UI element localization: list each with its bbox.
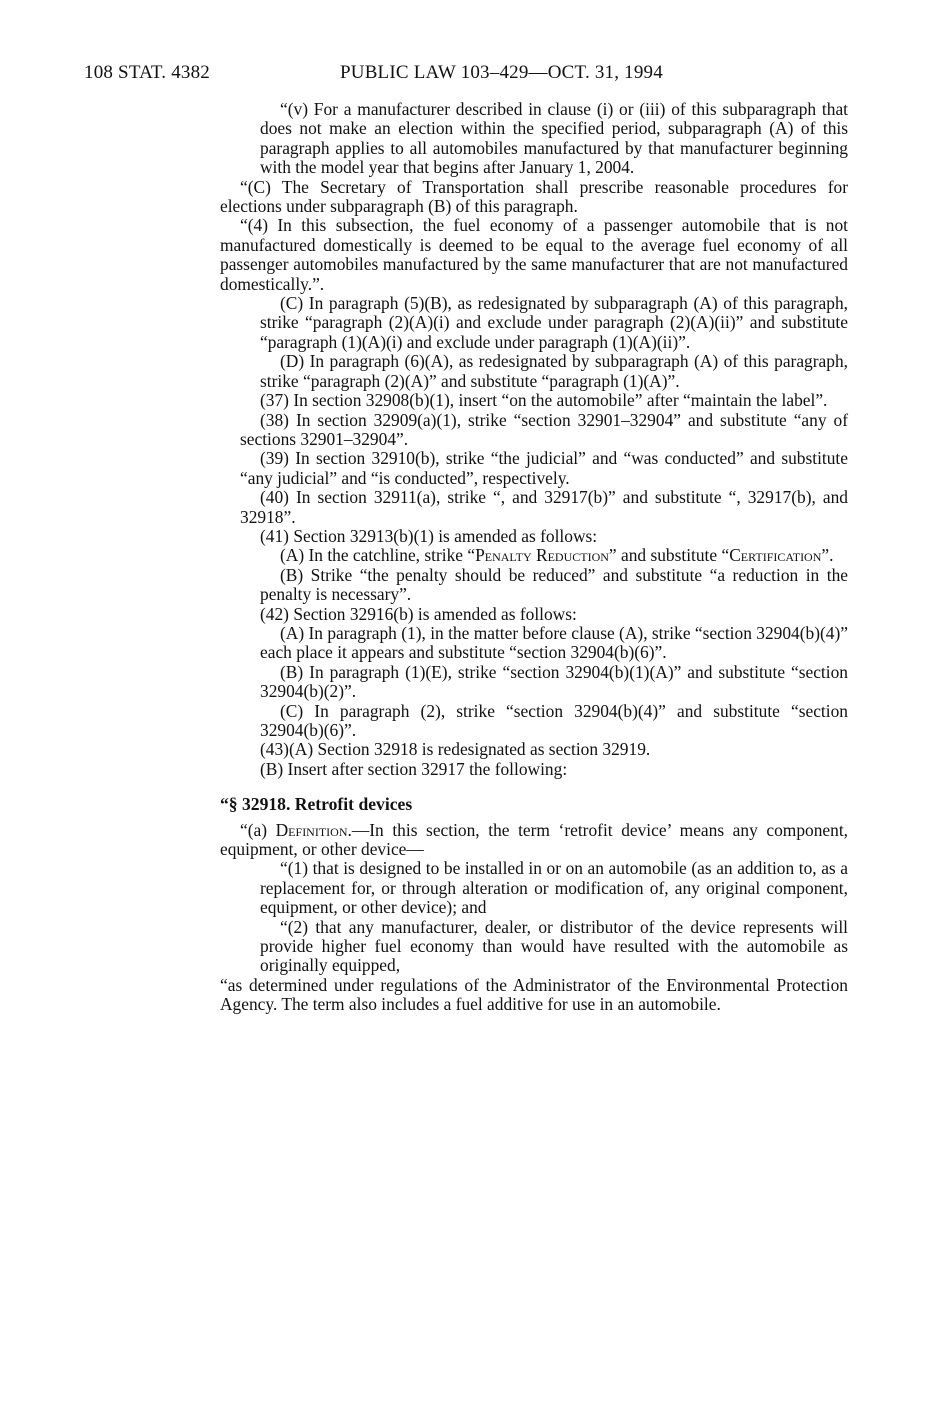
section-heading: “§ 32918. Retrofit devices [220,794,413,815]
paragraph-41-a: (A) In the catchline, strike “Penalty Reduction” and substitute “Certification”. [280,545,834,566]
definition-item-2: “(2) that any manufacturer, dealer, or distributor of the device represents will provide higher fuel economy than would have resulted with the automobile as originally equipped, [260,916,848,976]
paragraph-43-a: (43)(A) Section 32918 is redesignated as section 32919. [260,739,651,760]
paragraph-42-a: (A) In paragraph (1), in the matter before clause (A), strike “section 32904(b)(4)” each place it appears and substitute “section 32904(b)(6)”. [260,622,848,663]
paragraph-39: (39) In section 32910(b), strike “the judicial” and “was conducted” and substitute “any judicial” and “is conducted”, respectively. [240,448,848,488]
paragraph-40: (40) In section 32911(a), strike “, and 32917(b)” and substitute “, 32917(b), and 32918”. [240,487,848,527]
paragraph-42-c: (C) In paragraph (2), strike “section 32904(b)(4)” and substitute “section 32904(b)(6)”. [260,700,848,740]
paragraph-42-b: (B) In paragraph (1)(E), strike “section 32904(b)(1)(A)” and substitute “section 32904(b)(2)”. [260,661,848,702]
paragraph-4: “(4) In this subsection, the fuel economy of a passenger automobile that is not manufactured domestically is deemed to be equal to the average fuel economy of all passenger automobiles manufactured by the same manufacturer that are not manufactured domestically.”. [220,215,848,294]
definition-item-1: “(1) that is designed to be installed in or on an automobile (as an addition to, as a replacement for, or through alteration or modification of, any original component, equipment, or other device); and [260,858,848,918]
page-header [84,62,888,92]
paragraph-43-b: (B) Insert after section 32917 the following: [260,758,568,779]
paragraph-37: (37) In section 32908(b)(1), insert “on the automobile” after “maintain the label”. [260,390,828,411]
paragraph-c-5b: (C) In paragraph (5)(B), as redesignated by subparagraph (A) of this paragraph, strike “paragraph (2)(A)(i) and exclude under paragraph (2)(A)(ii)” and substitute “paragraph (1)(A)(i) and exclude under paragraph (1)(A)(ii)”. [260,293,848,352]
paragraph-42: (42) Section 32916(b) is amended as follows: [260,603,577,624]
paragraph-v: “(v) For a manufacturer described in clause (i) or (iii) of this subparagraph that does not make an election within the specified period, subparagraph (A) of this paragraph applies to all automobiles manufactured by that manufacturer beginning with the model year that begins after January 1, 2004. [260,99,848,178]
paragraph-c-secretary: “(C) The Secretary of Transportation shall prescribe reasonable procedures for elections under subparagraph (B) of this paragraph. [220,176,848,217]
statute-page-number: 108 STAT. 4382 [84,62,211,83]
paragraph-38: (38) In section 32909(a)(1), strike “section 32901–32904” and substitute “any of sections 32901–32904”. [240,409,848,449]
document-body [220,100,848,1015]
paragraph-d-6a: (D) In paragraph (6)(A), as redesignated by subparagraph (A) of this paragraph, strike “paragraph (2)(A)” and substitute “paragraph (1)(A)”. [260,351,848,391]
definition-closing: “as determined under regulations of the Administrator of the Environmental Protection Agency. The term also includes a fuel additive for use in an automobile. [220,974,848,1015]
public-law-citation: PUBLIC LAW 103–429—OCT. 31, 1994 [340,62,663,83]
paragraph-41: (41) Section 32913(b)(1) is amended as follows: [260,525,598,546]
definition-paragraph: “(a) Definition.—In this section, the term ‘retrofit device’ means any component, equipment, or other device— [220,819,849,860]
paragraph-41-b: (B) Strike “the penalty should be reduced” and substitute “a reduction in the penalty is necessary”. [260,564,848,605]
